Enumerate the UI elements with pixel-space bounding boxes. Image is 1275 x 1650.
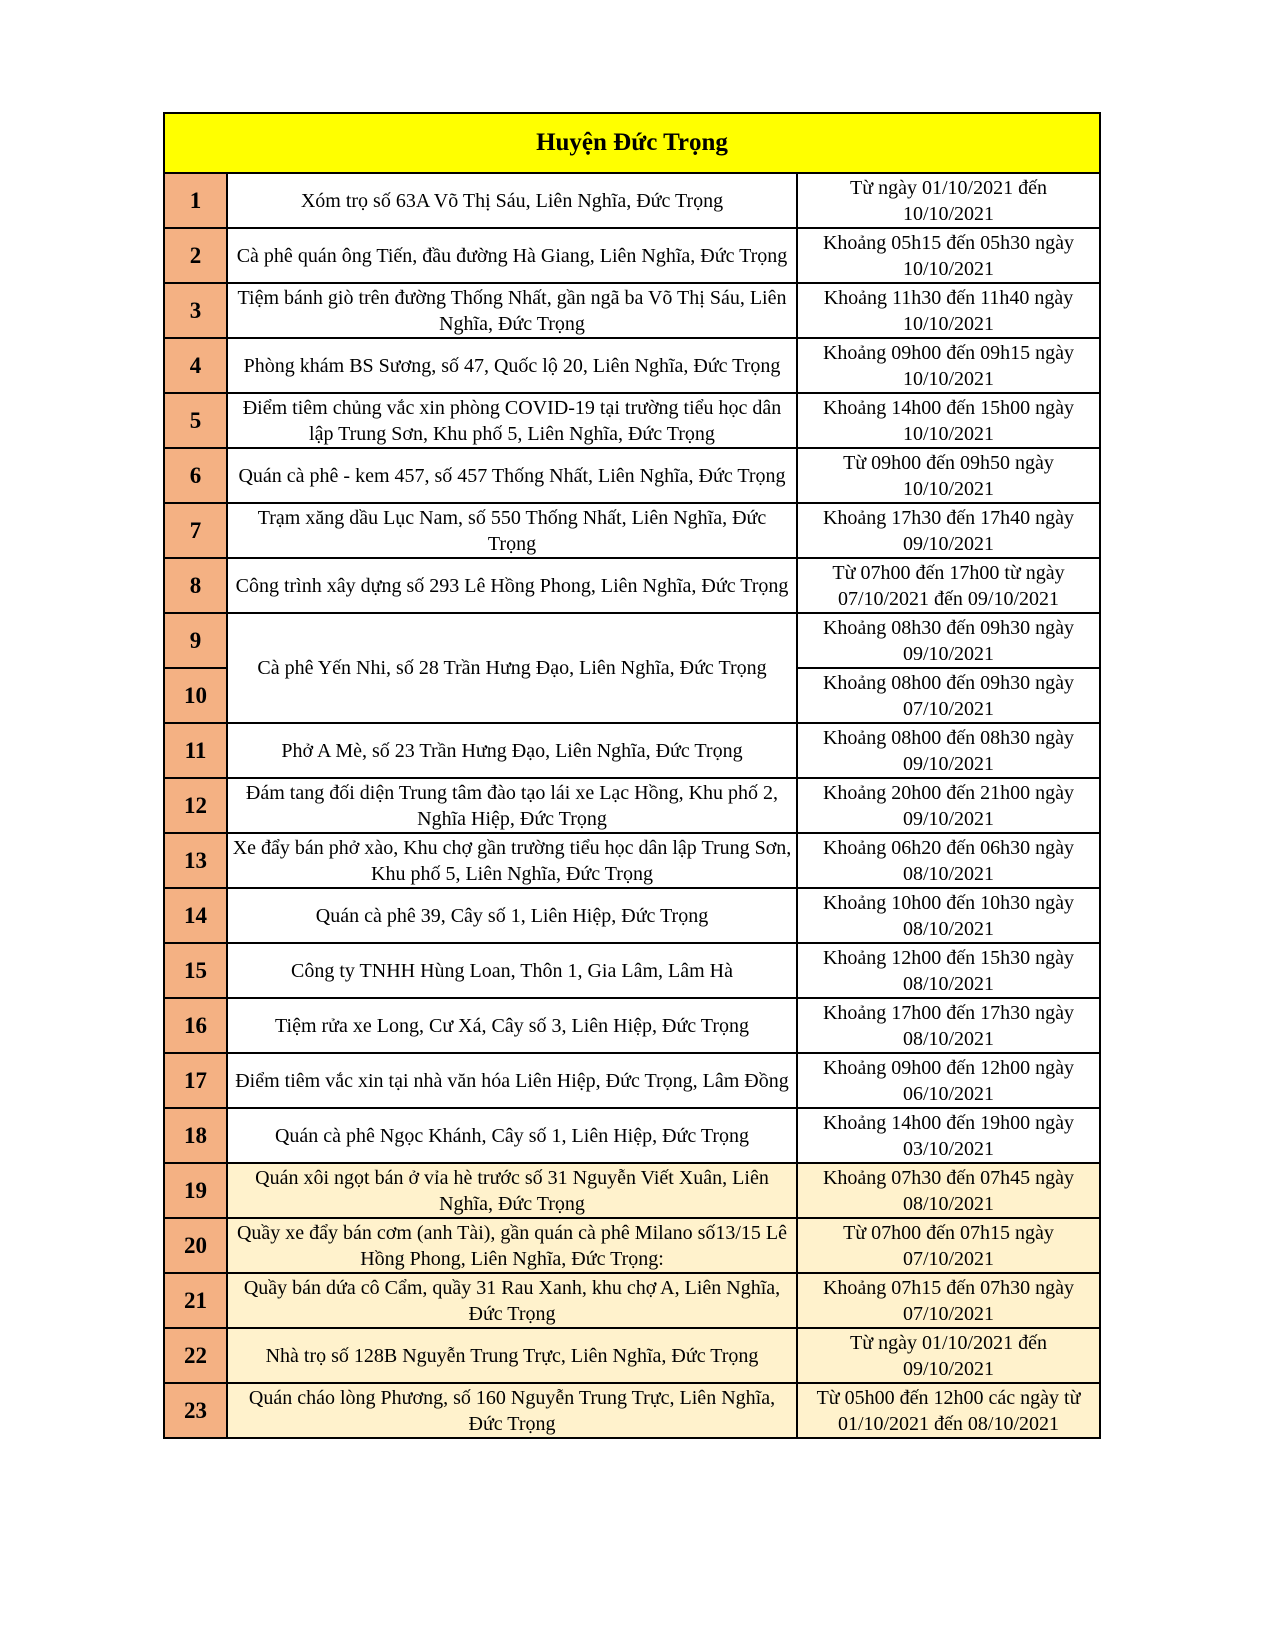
row-number: 1	[164, 173, 227, 228]
time-cell: Khoảng 09h00 đến 09h15 ngày 10/10/2021	[797, 338, 1100, 393]
table-row	[164, 338, 1100, 393]
row-number: 10	[164, 668, 227, 723]
location-cell: Công trình xây dựng số 293 Lê Hồng Phong, Liên Nghĩa, Đức Trọng	[227, 558, 797, 613]
location-cell: Xe đẩy bán phở xào, Khu chợ gần trường tiểu học dân lập Trung Sơn, Khu phố 5, Liên Nghĩa, Đức Trọng	[227, 833, 797, 888]
table-row	[164, 998, 1100, 1053]
table-row	[164, 943, 1100, 998]
row-number: 8	[164, 558, 227, 613]
row-number: 4	[164, 338, 227, 393]
time-cell: Khoảng 08h00 đến 08h30 ngày 09/10/2021	[797, 723, 1100, 778]
table-row	[164, 1273, 1100, 1328]
table-row	[164, 1163, 1100, 1218]
time-cell: Khoảng 12h00 đến 15h30 ngày 08/10/2021	[797, 943, 1100, 998]
table-row	[164, 1328, 1100, 1383]
time-cell: Khoảng 20h00 đến 21h00 ngày 09/10/2021	[797, 778, 1100, 833]
location-cell: Điểm tiêm chủng vắc xin phòng COVID-19 tại trường tiểu học dân lập Trung Sơn, Khu phố 5, Liên Nghĩa, Đức Trọng	[227, 393, 797, 448]
location-cell: Nhà trọ số 128B Nguyễn Trung Trực, Liên Nghĩa, Đức Trọng	[227, 1328, 797, 1383]
location-cell: Quán cà phê Ngọc Khánh, Cây số 1, Liên Hiệp, Đức Trọng	[227, 1108, 797, 1163]
table-row	[164, 283, 1100, 338]
row-number: 6	[164, 448, 227, 503]
table-row	[164, 833, 1100, 888]
locations-table	[163, 112, 1101, 1439]
time-cell: Từ 07h00 đến 07h15 ngày 07/10/2021	[797, 1218, 1100, 1273]
location-cell: Đám tang đối diện Trung tâm đào tạo lái xe Lạc Hồng, Khu phố 2, Nghĩa Hiệp, Đức Trọng	[227, 778, 797, 833]
location-cell: Phòng khám BS Sương, số 47, Quốc lộ 20, Liên Nghĩa, Đức Trọng	[227, 338, 797, 393]
time-cell: Khoảng 14h00 đến 15h00 ngày 10/10/2021	[797, 393, 1100, 448]
time-cell: Khoảng 14h00 đến 19h00 ngày 03/10/2021	[797, 1108, 1100, 1163]
district-title: Huyện Đức Trọng	[164, 113, 1100, 173]
row-number: 14	[164, 888, 227, 943]
location-cell: Xóm trọ số 63A Võ Thị Sáu, Liên Nghĩa, Đức Trọng	[227, 173, 797, 228]
time-cell: Khoảng 10h00 đến 10h30 ngày 08/10/2021	[797, 888, 1100, 943]
row-number: 15	[164, 943, 227, 998]
time-cell: Khoảng 17h30 đến 17h40 ngày 09/10/2021	[797, 503, 1100, 558]
location-cell: Cà phê quán ông Tiến, đầu đường Hà Giang, Liên Nghĩa, Đức Trọng	[227, 228, 797, 283]
row-number: 7	[164, 503, 227, 558]
row-number: 18	[164, 1108, 227, 1163]
table-row	[164, 888, 1100, 943]
table-row	[164, 723, 1100, 778]
header-row	[164, 113, 1100, 173]
location-cell: Quán xôi ngọt bán ở vỉa hè trước số 31 Nguyễn Viết Xuân, Liên Nghĩa, Đức Trọng	[227, 1163, 797, 1218]
location-cell: Công ty TNHH Hùng Loan, Thôn 1, Gia Lâm, Lâm Hà	[227, 943, 797, 998]
table-row	[164, 173, 1100, 228]
row-number: 16	[164, 998, 227, 1053]
location-cell: Tiệm rửa xe Long, Cư Xá, Cây số 3, Liên Hiệp, Đức Trọng	[227, 998, 797, 1053]
table-row	[164, 613, 1100, 668]
time-cell: Khoảng 09h00 đến 12h00 ngày 06/10/2021	[797, 1053, 1100, 1108]
time-cell: Từ 07h00 đến 17h00 từ ngày 07/10/2021 đến 09/10/2021	[797, 558, 1100, 613]
location-cell: Điểm tiêm vắc xin tại nhà văn hóa Liên Hiệp, Đức Trọng, Lâm Đồng	[227, 1053, 797, 1108]
time-cell: Từ 05h00 đến 12h00 các ngày từ 01/10/2021 đến 08/10/2021	[797, 1383, 1100, 1438]
table-row	[164, 503, 1100, 558]
row-number: 13	[164, 833, 227, 888]
row-number: 2	[164, 228, 227, 283]
time-cell: Khoảng 07h30 đến 07h45 ngày 08/10/2021	[797, 1163, 1100, 1218]
table-row	[164, 448, 1100, 503]
row-number: 11	[164, 723, 227, 778]
table-row	[164, 1218, 1100, 1273]
table-row	[164, 1053, 1100, 1108]
time-cell: Khoảng 05h15 đến 05h30 ngày 10/10/2021	[797, 228, 1100, 283]
table-row	[164, 558, 1100, 613]
location-cell: Quán cà phê - kem 457, số 457 Thống Nhất, Liên Nghĩa, Đức Trọng	[227, 448, 797, 503]
row-number: 12	[164, 778, 227, 833]
row-number: 23	[164, 1383, 227, 1438]
time-cell: Từ ngày 01/10/2021 đến 09/10/2021	[797, 1328, 1100, 1383]
location-cell: Phở A Mè, số 23 Trần Hưng Đạo, Liên Nghĩa, Đức Trọng	[227, 723, 797, 778]
table-row	[164, 228, 1100, 283]
time-cell: Từ 09h00 đến 09h50 ngày 10/10/2021	[797, 448, 1100, 503]
row-number: 20	[164, 1218, 227, 1273]
locations-table-body	[164, 113, 1100, 1438]
row-number: 22	[164, 1328, 227, 1383]
row-number: 17	[164, 1053, 227, 1108]
location-cell: Quán cháo lòng Phương, số 160 Nguyễn Trung Trực, Liên Nghĩa, Đức Trọng	[227, 1383, 797, 1438]
location-cell: Cà phê Yến Nhi, số 28 Trần Hưng Đạo, Liên Nghĩa, Đức Trọng	[227, 613, 797, 723]
table-row	[164, 778, 1100, 833]
time-cell: Khoảng 11h30 đến 11h40 ngày 10/10/2021	[797, 283, 1100, 338]
location-cell: Tiệm bánh giò trên đường Thống Nhất, gần ngã ba Võ Thị Sáu, Liên Nghĩa, Đức Trọng	[227, 283, 797, 338]
table-row	[164, 393, 1100, 448]
row-number: 21	[164, 1273, 227, 1328]
time-cell: Khoảng 08h30 đến 09h30 ngày 09/10/2021	[797, 613, 1100, 668]
time-cell: Khoảng 17h00 đến 17h30 ngày 08/10/2021	[797, 998, 1100, 1053]
time-cell: Khoảng 08h00 đến 09h30 ngày 07/10/2021	[797, 668, 1100, 723]
location-cell: Quầy bán dứa cô Cẩm, quầy 31 Rau Xanh, khu chợ A, Liên Nghĩa, Đức Trọng	[227, 1273, 797, 1328]
row-number: 5	[164, 393, 227, 448]
location-cell: Trạm xăng dầu Lục Nam, số 550 Thống Nhất, Liên Nghĩa, Đức Trọng	[227, 503, 797, 558]
location-cell: Quán cà phê 39, Cây số 1, Liên Hiệp, Đức Trọng	[227, 888, 797, 943]
location-cell: Quầy xe đẩy bán cơm (anh Tài), gần quán cà phê Milano số13/15 Lê Hồng Phong, Liên Nghĩa, Đức Trọng:	[227, 1218, 797, 1273]
row-number: 3	[164, 283, 227, 338]
time-cell: Khoảng 07h15 đến 07h30 ngày 07/10/2021	[797, 1273, 1100, 1328]
table-row	[164, 1108, 1100, 1163]
table-row	[164, 1383, 1100, 1438]
row-number: 9	[164, 613, 227, 668]
time-cell: Từ ngày 01/10/2021 đến 10/10/2021	[797, 173, 1100, 228]
time-cell: Khoảng 06h20 đến 06h30 ngày 08/10/2021	[797, 833, 1100, 888]
row-number: 19	[164, 1163, 227, 1218]
